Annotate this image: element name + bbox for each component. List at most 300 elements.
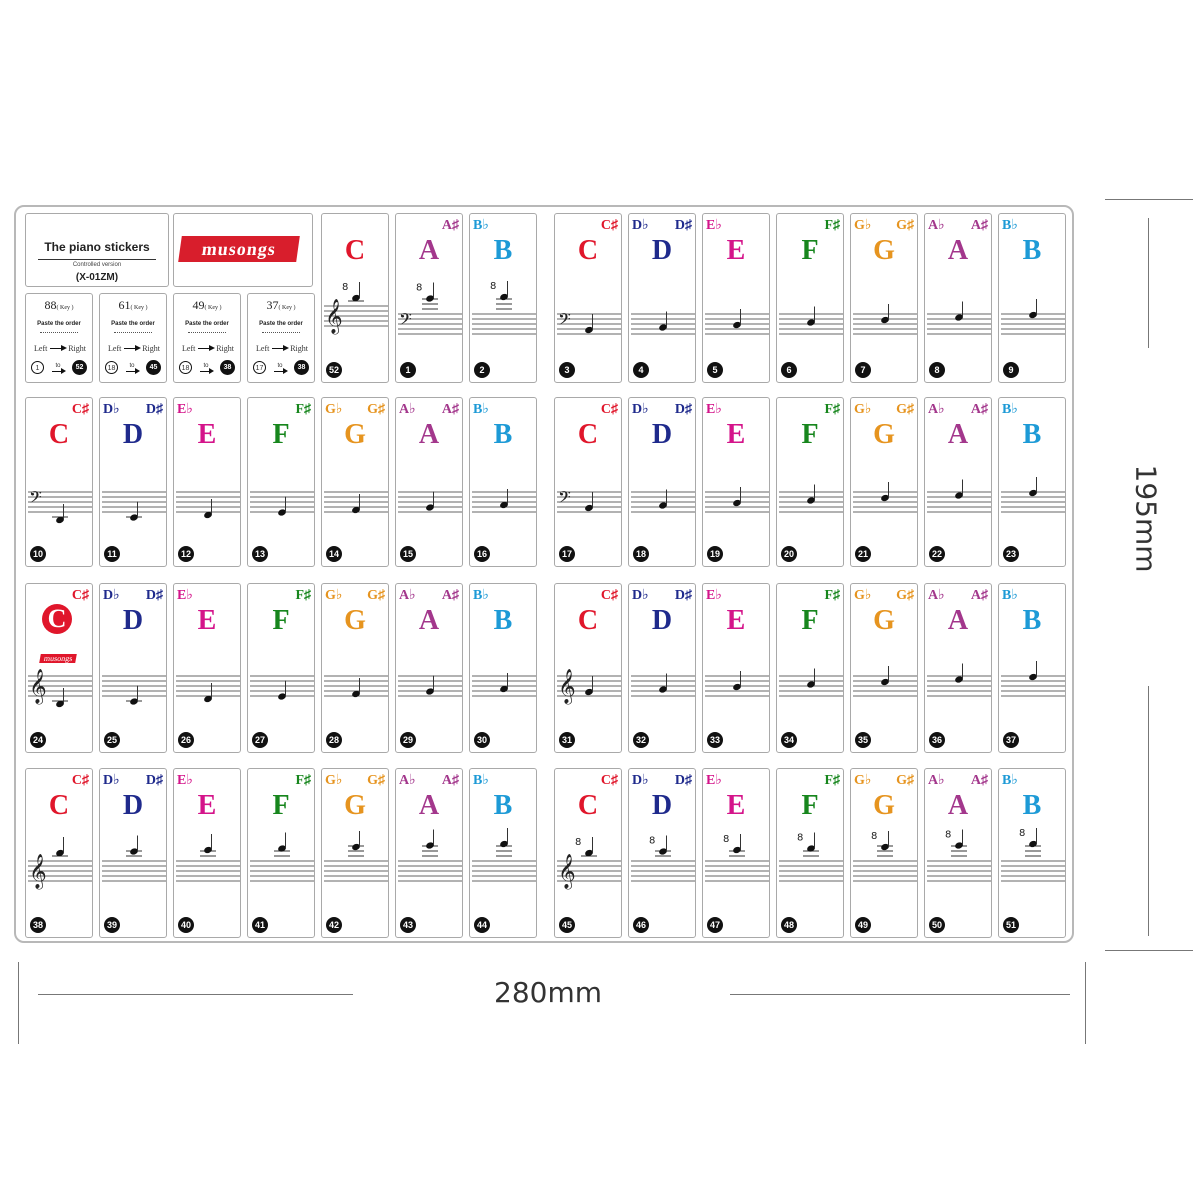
sharp-label: G♯ xyxy=(896,402,914,417)
sticker-number: 47 xyxy=(707,917,723,933)
sticker-number: 27 xyxy=(252,732,268,748)
staff-notation xyxy=(629,584,696,753)
staff-notation xyxy=(470,398,537,567)
wave-divider xyxy=(114,328,152,333)
note-letter: D xyxy=(122,605,144,636)
sticker-number: 24 xyxy=(30,732,46,748)
note-letter: A xyxy=(947,790,969,821)
wave-divider xyxy=(40,328,78,333)
sticker-number: 17 xyxy=(559,546,575,562)
height-dim-top-tick xyxy=(1105,199,1193,200)
staff-notation xyxy=(703,398,770,567)
wave-divider xyxy=(262,328,300,333)
flat-label: B♭ xyxy=(473,402,489,417)
sticker-number: 15 xyxy=(400,546,416,562)
note-letter: C xyxy=(577,419,599,450)
range-to: to xyxy=(52,363,64,372)
ottava-marker: 8 xyxy=(945,829,952,841)
sticker-number: 18 xyxy=(633,546,649,562)
staff-notation xyxy=(174,584,241,753)
key-count: 88( Key ) xyxy=(44,298,74,312)
sheet-title: The piano stickers xyxy=(44,240,150,254)
flat-label: A♭ xyxy=(928,773,945,788)
note-sticker xyxy=(998,583,1066,753)
staff-notation xyxy=(470,214,537,383)
sharp-label: C♯ xyxy=(71,773,89,788)
sticker-number: 16 xyxy=(474,546,490,562)
staff-notation xyxy=(470,584,537,753)
staff-notation xyxy=(777,584,844,753)
flat-label: A♭ xyxy=(928,218,945,233)
sticker-number: 52 xyxy=(326,362,342,378)
staff-notation xyxy=(851,398,918,567)
flat-label: E♭ xyxy=(706,773,722,788)
note-sticker xyxy=(628,583,696,753)
note-sticker xyxy=(173,397,241,567)
staff-notation xyxy=(999,214,1066,383)
right-arrow-icon xyxy=(52,371,64,372)
sharp-label: A♯ xyxy=(441,218,459,233)
note-sticker xyxy=(247,397,315,567)
note-sticker xyxy=(173,583,241,753)
staff-notation xyxy=(851,214,918,383)
note-letter: E xyxy=(726,605,746,636)
flat-label: B♭ xyxy=(473,773,489,788)
sharp-label: C♯ xyxy=(71,402,89,417)
sharp-label: A♯ xyxy=(970,218,988,233)
staff-notation xyxy=(777,769,844,938)
sticker-number: 6 xyxy=(781,362,797,378)
ottava-marker: 8 xyxy=(797,832,804,844)
sticker-number: 8 xyxy=(929,362,945,378)
note-letter: C xyxy=(577,235,599,266)
flat-label: D♭ xyxy=(632,588,649,603)
sticker-number: 10 xyxy=(30,546,46,562)
note-sticker xyxy=(924,213,992,383)
note-letter: F xyxy=(801,790,819,821)
note-letter: A xyxy=(418,790,440,821)
note-sticker xyxy=(924,768,992,938)
note-sticker xyxy=(850,213,918,383)
model-number: (X-01ZM) xyxy=(75,272,119,283)
staff-notation xyxy=(322,214,389,383)
key-count: 37( Key ) xyxy=(266,298,296,312)
right-arrow-icon xyxy=(274,371,286,372)
staff-notation xyxy=(26,398,93,567)
note-sticker xyxy=(998,768,1066,938)
right-arrow-icon xyxy=(124,348,139,349)
key-count-card xyxy=(247,293,315,383)
staff-notation xyxy=(555,214,622,383)
direction-row: Left Right xyxy=(256,344,308,353)
wave-divider xyxy=(188,328,226,333)
key-count: 61( Key ) xyxy=(118,298,148,312)
sticker-number: 29 xyxy=(400,732,416,748)
note-sticker xyxy=(25,397,93,567)
staff-notation xyxy=(174,769,241,938)
sharp-label: A♯ xyxy=(970,402,988,417)
staff-notation xyxy=(100,398,167,567)
middle-c-badge: C xyxy=(42,604,72,634)
range-end: 45 xyxy=(146,360,161,375)
note-sticker xyxy=(998,397,1066,567)
flat-label: D♭ xyxy=(103,588,120,603)
note-sticker xyxy=(554,768,622,938)
sticker-number: 21 xyxy=(855,546,871,562)
staff-notation xyxy=(777,398,844,567)
range-to: to xyxy=(200,363,212,372)
note-sticker xyxy=(321,768,389,938)
sticker-number: 11 xyxy=(104,546,120,562)
staff-notation xyxy=(26,584,93,753)
sticker-number: 45 xyxy=(559,917,575,933)
sharp-label: C♯ xyxy=(71,588,89,603)
note-letter: F xyxy=(272,605,290,636)
flat-label: B♭ xyxy=(1002,773,1018,788)
sharp-label: A♯ xyxy=(441,402,459,417)
sharp-label: F♯ xyxy=(824,588,840,603)
staff-notation xyxy=(703,584,770,753)
sticker-number: 5 xyxy=(707,362,723,378)
sticker-number: 7 xyxy=(855,362,871,378)
note-sticker xyxy=(924,583,992,753)
flat-label: D♭ xyxy=(103,402,120,417)
key-count: 49( Key ) xyxy=(192,298,222,312)
sharp-label: G♯ xyxy=(896,773,914,788)
note-letter: C xyxy=(344,235,366,266)
sharp-label: F♯ xyxy=(824,218,840,233)
sticker-number: 3 xyxy=(559,362,575,378)
note-sticker xyxy=(702,213,770,383)
note-letter: E xyxy=(726,419,746,450)
note-sticker xyxy=(628,213,696,383)
title-divider xyxy=(38,259,156,260)
flat-label: A♭ xyxy=(399,773,416,788)
sticker-number: 41 xyxy=(252,917,268,933)
note-letter: F xyxy=(801,419,819,450)
note-letter: E xyxy=(197,605,217,636)
range-to: to xyxy=(274,363,286,372)
note-letter: C xyxy=(577,790,599,821)
height-dim-line-top xyxy=(1148,218,1149,348)
sticker-number: 40 xyxy=(178,917,194,933)
flat-label: E♭ xyxy=(177,773,193,788)
note-letter: B xyxy=(493,235,513,266)
sharp-label: F♯ xyxy=(295,588,311,603)
flat-label: E♭ xyxy=(177,402,193,417)
sharp-label: C♯ xyxy=(600,588,618,603)
note-sticker xyxy=(395,768,463,938)
flat-label: E♭ xyxy=(706,588,722,603)
sticker-number: 43 xyxy=(400,917,416,933)
flat-label: D♭ xyxy=(632,402,649,417)
sharp-label: D♯ xyxy=(145,402,163,417)
flat-label: G♭ xyxy=(325,402,343,417)
flat-label: G♭ xyxy=(854,773,872,788)
flat-label: G♭ xyxy=(854,588,872,603)
sharp-label: F♯ xyxy=(295,402,311,417)
note-letter: F xyxy=(801,605,819,636)
ottava-marker: 8 xyxy=(575,837,582,848)
sticker-number: 1 xyxy=(400,362,416,378)
treble-clef-icon: 𝄞 xyxy=(325,299,343,334)
ottava-marker: 8 xyxy=(416,282,423,294)
brand-logo: musongs xyxy=(178,236,300,262)
right-arrow-icon xyxy=(272,348,287,349)
note-letter: D xyxy=(122,790,144,821)
sharp-label: G♯ xyxy=(896,588,914,603)
sticker-number: 33 xyxy=(707,732,723,748)
flat-label: G♭ xyxy=(854,402,872,417)
sticker-number: 48 xyxy=(781,917,797,933)
range-row xyxy=(253,360,309,375)
treble-clef-icon: 𝄞 xyxy=(29,669,47,704)
note-sticker xyxy=(554,583,622,753)
flat-label: A♭ xyxy=(928,402,945,417)
note-letter: B xyxy=(493,605,513,636)
note-letter: A xyxy=(418,235,440,266)
width-dim-line-right xyxy=(730,994,1070,995)
sharp-label: C♯ xyxy=(600,218,618,233)
flat-label: A♭ xyxy=(399,588,416,603)
note-sticker xyxy=(321,213,389,383)
range-to: to xyxy=(126,363,138,372)
sticker-number: 51 xyxy=(1003,917,1019,933)
flat-label: D♭ xyxy=(103,773,120,788)
note-sticker xyxy=(25,768,93,938)
staff-notation xyxy=(248,398,315,567)
note-letter: B xyxy=(493,790,513,821)
note-sticker xyxy=(395,213,463,383)
staff-notation xyxy=(703,214,770,383)
staff-notation xyxy=(925,769,992,938)
note-letter: B xyxy=(1022,790,1042,821)
note-letter: G xyxy=(873,419,895,450)
note-sticker xyxy=(321,397,389,567)
note-letter: D xyxy=(651,419,673,450)
note-letter: F xyxy=(272,790,290,821)
staff-notation xyxy=(703,769,770,938)
range-start: 1 xyxy=(31,361,44,374)
note-sticker xyxy=(850,397,918,567)
range-end: 38 xyxy=(294,360,309,375)
treble-clef-icon: 𝄞 xyxy=(558,669,576,704)
note-letter: E xyxy=(726,235,746,266)
staff-notation xyxy=(629,769,696,938)
sticker-number: 36 xyxy=(929,732,945,748)
staff-notation xyxy=(248,584,315,753)
range-row xyxy=(179,360,235,375)
right-arrow-icon xyxy=(198,348,213,349)
title-card xyxy=(25,213,169,287)
note-letter: D xyxy=(122,419,144,450)
range-row xyxy=(105,360,161,375)
sharp-label: G♯ xyxy=(367,402,385,417)
bass-clef-icon: 𝄢 xyxy=(558,487,571,511)
note-sticker xyxy=(702,583,770,753)
sharp-label: A♯ xyxy=(441,773,459,788)
sharp-label: F♯ xyxy=(295,773,311,788)
note-letter: C xyxy=(48,790,70,821)
width-dim-right-tick xyxy=(1085,962,1086,1044)
treble-clef-icon: 𝄞 xyxy=(29,854,47,889)
ottava-marker: 8 xyxy=(490,281,497,292)
note-letter: C xyxy=(48,419,70,450)
sharp-label: D♯ xyxy=(145,773,163,788)
staff-notation xyxy=(100,584,167,753)
bass-clef-icon: 𝄢 xyxy=(558,309,571,333)
note-sticker xyxy=(469,397,537,567)
staff-notation xyxy=(999,584,1066,753)
staff-notation xyxy=(925,214,992,383)
note-letter: E xyxy=(197,790,217,821)
staff-notation xyxy=(629,398,696,567)
height-dimension-label: 195mm xyxy=(1129,464,1163,573)
note-sticker xyxy=(628,768,696,938)
note-sticker xyxy=(776,583,844,753)
sharp-label: F♯ xyxy=(824,773,840,788)
sticker-number: 38 xyxy=(30,917,46,933)
flat-label: A♭ xyxy=(399,402,416,417)
note-sticker xyxy=(173,768,241,938)
note-letter: B xyxy=(1022,419,1042,450)
note-letter: A xyxy=(947,605,969,636)
sharp-label: A♯ xyxy=(970,773,988,788)
sticker-number: 28 xyxy=(326,732,342,748)
sticker-number: 44 xyxy=(474,917,490,933)
note-letter: A xyxy=(418,419,440,450)
note-sticker xyxy=(850,768,918,938)
key-count-card xyxy=(99,293,167,383)
note-sticker xyxy=(247,768,315,938)
treble-clef-icon: 𝄞 xyxy=(558,854,576,889)
brand-tag: musongs xyxy=(39,654,77,663)
sticker-number: 31 xyxy=(559,732,575,748)
sharp-label: C♯ xyxy=(600,402,618,417)
note-letter: A xyxy=(947,419,969,450)
sharp-label: D♯ xyxy=(145,588,163,603)
note-letter: G xyxy=(344,790,366,821)
note-letter: D xyxy=(651,235,673,266)
staff-notation xyxy=(555,584,622,753)
sticker-number: 37 xyxy=(1003,732,1019,748)
sticker-number: 25 xyxy=(104,732,120,748)
staff-notation xyxy=(555,398,622,567)
note-sticker xyxy=(395,397,463,567)
flat-label: G♭ xyxy=(325,588,343,603)
note-sticker xyxy=(776,768,844,938)
flat-label: B♭ xyxy=(473,218,489,233)
direction-row: Left Right xyxy=(108,344,160,353)
sticker-number: 13 xyxy=(252,546,268,562)
sticker-number: 46 xyxy=(633,917,649,933)
sticker-number: 22 xyxy=(929,546,945,562)
flat-label: E♭ xyxy=(706,402,722,417)
note-sticker xyxy=(628,397,696,567)
note-sticker xyxy=(99,583,167,753)
direction-row: Left Right xyxy=(34,344,86,353)
sticker-number: 19 xyxy=(707,546,723,562)
sticker-number: 50 xyxy=(929,917,945,933)
sharp-label: C♯ xyxy=(600,773,618,788)
sharp-label: F♯ xyxy=(824,402,840,417)
sticker-number: 35 xyxy=(855,732,871,748)
flat-label: D♭ xyxy=(632,773,649,788)
sharp-label: G♯ xyxy=(896,218,914,233)
range-start: 18 xyxy=(105,361,118,374)
bass-clef-icon: 𝄢 xyxy=(29,487,42,511)
sticker-number: 32 xyxy=(633,732,649,748)
range-row xyxy=(31,360,87,375)
key-count-card xyxy=(25,293,93,383)
note-sticker xyxy=(395,583,463,753)
note-sticker xyxy=(776,397,844,567)
staff-notation xyxy=(174,398,241,567)
staff-notation xyxy=(26,769,93,938)
sharp-label: D♯ xyxy=(674,218,692,233)
brand-card xyxy=(173,213,313,287)
staff-notation xyxy=(555,769,622,938)
ottava-marker: 8 xyxy=(1019,828,1026,839)
right-arrow-icon xyxy=(126,371,138,372)
flat-label: G♭ xyxy=(854,218,872,233)
note-sticker xyxy=(99,768,167,938)
sticker-number: 4 xyxy=(633,362,649,378)
right-arrow-icon xyxy=(50,348,65,349)
note-letter: A xyxy=(418,605,440,636)
staff-notation xyxy=(777,214,844,383)
flat-label: E♭ xyxy=(177,588,193,603)
staff-notation xyxy=(999,398,1066,567)
width-dim-left-tick xyxy=(18,962,19,1044)
sharp-label: A♯ xyxy=(441,588,459,603)
width-dim-line-left xyxy=(38,994,353,995)
note-sticker xyxy=(554,213,622,383)
paste-order-label: Paste the order xyxy=(185,321,229,327)
note-sticker xyxy=(469,768,537,938)
staff-notation xyxy=(322,398,389,567)
sharp-label: A♯ xyxy=(970,588,988,603)
ottava-marker: 8 xyxy=(649,835,656,847)
note-sticker xyxy=(469,213,537,383)
sharp-label: G♯ xyxy=(367,773,385,788)
note-sticker xyxy=(25,583,93,753)
note-letter: G xyxy=(873,235,895,266)
sharp-label: G♯ xyxy=(367,588,385,603)
note-sticker xyxy=(850,583,918,753)
paste-order-label: Paste the order xyxy=(111,321,155,327)
sticker-number: 12 xyxy=(178,546,194,562)
sticker-number: 9 xyxy=(1003,362,1019,378)
note-letter: G xyxy=(344,419,366,450)
note-letter: E xyxy=(726,790,746,821)
flat-label: B♭ xyxy=(1002,218,1018,233)
paste-order-label: Paste the order xyxy=(259,321,303,327)
note-letter: G xyxy=(344,605,366,636)
note-sticker xyxy=(776,213,844,383)
note-sticker xyxy=(469,583,537,753)
range-start: 18 xyxy=(179,361,192,374)
flat-label: B♭ xyxy=(1002,588,1018,603)
sticker-number: 2 xyxy=(474,362,490,378)
sticker-number: 23 xyxy=(1003,546,1019,562)
staff-notation xyxy=(851,769,918,938)
sticker-number: 42 xyxy=(326,917,342,933)
note-letter: F xyxy=(272,419,290,450)
sticker-number: 26 xyxy=(178,732,194,748)
staff-notation xyxy=(396,769,463,938)
range-end: 52 xyxy=(72,360,87,375)
